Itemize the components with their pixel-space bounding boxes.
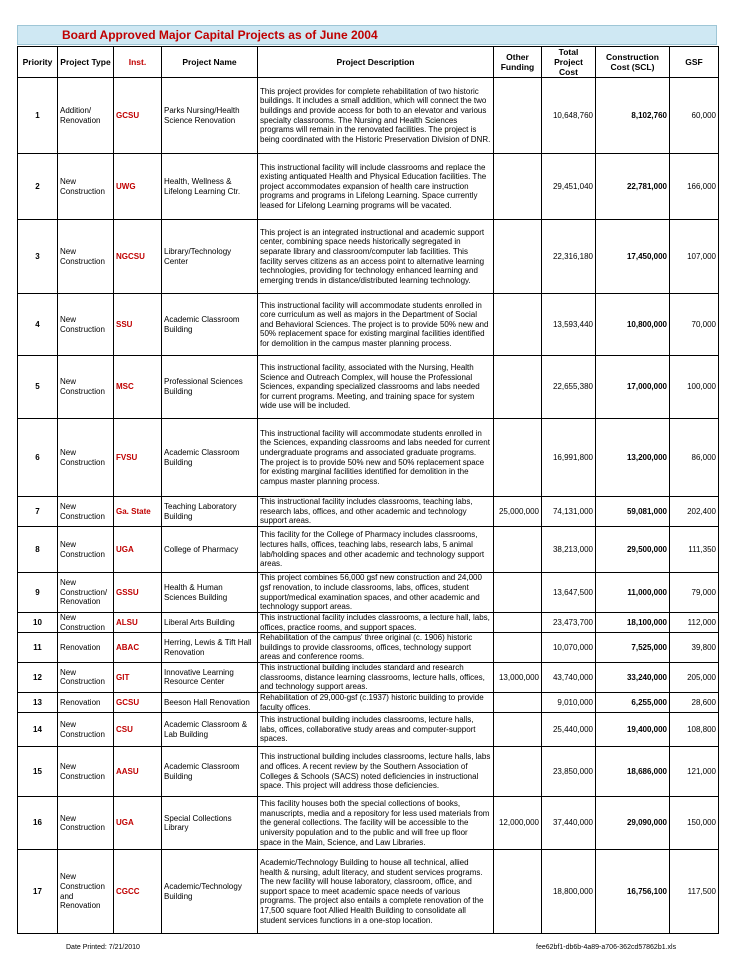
row-project-type: New Construction [58, 497, 114, 527]
table-row [18, 294, 719, 356]
row-institution: AASU [114, 747, 162, 797]
title-bar [17, 25, 717, 45]
row-priority: 2 [18, 154, 58, 220]
row-total-cost: 10,070,000 [542, 633, 596, 663]
row-total-cost: 37,440,000 [542, 797, 596, 850]
row-total-cost: 9,010,000 [542, 692, 596, 712]
row-total-cost: 18,800,000 [542, 850, 596, 934]
row-gsf: 100,000 [670, 356, 719, 419]
table-row [18, 850, 719, 934]
row-construction-cost: 13,200,000 [596, 419, 670, 497]
table-row [18, 662, 719, 692]
row-project-type: New Construction [58, 220, 114, 294]
row-gsf: 28,600 [670, 692, 719, 712]
row-gsf: 150,000 [670, 797, 719, 850]
row-institution: FVSU [114, 419, 162, 497]
row-institution: GCSU [114, 78, 162, 154]
table-row [18, 747, 719, 797]
row-construction-cost: 33,240,000 [596, 662, 670, 692]
row-project-name: Health, Wellness & Lifelong Learning Ctr. [162, 154, 258, 220]
table-row [18, 692, 719, 712]
row-project-name: Liberal Arts Building [162, 613, 258, 633]
row-other-funding [494, 78, 542, 154]
row-project-description: This project combines 56,000 gsf new construction and 24,000 gsf renovation, to include classrooms, labs, offices, student support/medical examination spaces, and other academic and technology support areas. [258, 573, 494, 613]
row-project-description: Academic/Technology Building to house all technical, allied health & nursing, adult literacy, and student services programs. The new facility will house laboratory, classroom, office, and support space to meet academic space needs of various programs. The project also entails a complete renovation of the 17,500 square foot Allied Health Building to consolidate all student services functions in a one-stop location. [258, 850, 494, 934]
row-project-type: New Construction [58, 662, 114, 692]
row-priority: 6 [18, 419, 58, 497]
row-project-description: This instructional building includes standard and research classrooms, distance learning classrooms, lecture halls, offices, and technology support areas. [258, 662, 494, 692]
row-priority: 17 [18, 850, 58, 934]
row-other-funding: 12,000,000 [494, 797, 542, 850]
date-printed: Date Printed: 7/21/2010 [66, 944, 140, 951]
row-total-cost: 43,740,000 [542, 662, 596, 692]
row-project-type: New Construction and Renovation [58, 850, 114, 934]
row-priority: 14 [18, 713, 58, 747]
row-project-name: Teaching Laboratory Building [162, 497, 258, 527]
row-project-type: New Construction [58, 294, 114, 356]
row-priority: 3 [18, 220, 58, 294]
row-project-description: Rehabilitation of 29,000-gsf (c.1937) historic building to provide faculty offices. [258, 692, 494, 712]
row-construction-cost: 11,000,000 [596, 573, 670, 613]
row-other-funding [494, 747, 542, 797]
header-row [18, 47, 719, 78]
col-header-construction-cost: Construction Cost (SCL) [596, 47, 670, 78]
row-project-description: This instructional facility, associated with the Nursing, Health Science and Outreach Complex, will house the Professional Sciences, expanding specialized classrooms and labs needed for current programs. Meeting, and training space for system wide use will be included. [258, 356, 494, 419]
col-header-inst: Inst. [114, 47, 162, 78]
table-row [18, 419, 719, 497]
row-priority: 8 [18, 527, 58, 573]
row-priority: 12 [18, 662, 58, 692]
row-institution: GIT [114, 662, 162, 692]
row-construction-cost: 22,781,000 [596, 154, 670, 220]
row-project-name: Academic Classroom Building [162, 747, 258, 797]
row-project-type: Renovation [58, 692, 114, 712]
row-total-cost: 10,648,760 [542, 78, 596, 154]
row-priority: 10 [18, 613, 58, 633]
row-project-type: New Construction [58, 419, 114, 497]
row-total-cost: 25,440,000 [542, 713, 596, 747]
file-name: fee62bf1-db6b-4a89-a706-362cd57862b1.xls [536, 944, 677, 951]
row-gsf: 107,000 [670, 220, 719, 294]
table-row [18, 527, 719, 573]
row-other-funding [494, 356, 542, 419]
row-gsf: 60,000 [670, 78, 719, 154]
row-construction-cost: 17,000,000 [596, 356, 670, 419]
table-row [18, 797, 719, 850]
row-construction-cost: 18,100,000 [596, 613, 670, 633]
table-body [18, 78, 719, 934]
row-priority: 9 [18, 573, 58, 613]
row-institution: SSU [114, 294, 162, 356]
row-institution: CSU [114, 713, 162, 747]
row-project-type: New Construction [58, 797, 114, 850]
table-row [18, 154, 719, 220]
row-gsf: 79,000 [670, 573, 719, 613]
row-project-description: This instructional building includes classrooms, lecture halls, labs and offices. A recent review by the Southern Association of Colleges & Schools (SACS) noted deficiencies in instructional space. This project will address those deficiencies. [258, 747, 494, 797]
row-project-type: New Construction [58, 356, 114, 419]
row-project-description: This project is an integrated instructional and academic support center, combining space needs historically segregated in separate library and classroom/computer lab facilities. This facility serves citizens as an access point to alternative learning technologies, providing for technology enhanced learning and emerging trends in distance/distributed learning technology. [258, 220, 494, 294]
row-construction-cost: 29,090,000 [596, 797, 670, 850]
row-other-funding [494, 633, 542, 663]
row-project-description: This instructional facility includes classrooms, a lecture hall, labs, offices, practice rooms, and support spaces. [258, 613, 494, 633]
row-priority: 1 [18, 78, 58, 154]
col-header-name: Project Name [162, 47, 258, 78]
row-institution: GCSU [114, 692, 162, 712]
row-project-name: Academic/Technology Building [162, 850, 258, 934]
col-header-total-cost: Total Project Cost [542, 47, 596, 78]
row-institution: GSSU [114, 573, 162, 613]
row-project-type: New Construction/ Renovation [58, 573, 114, 613]
row-gsf: 108,800 [670, 713, 719, 747]
table-row [18, 613, 719, 633]
row-priority: 13 [18, 692, 58, 712]
row-project-name: Academic Classroom Building [162, 419, 258, 497]
row-total-cost: 16,991,800 [542, 419, 596, 497]
row-project-description: This instructional facility will accommodate students enrolled in core curriculum as well as majors in the Department of Social and Behavioral Sciences. The project is to provide 50% new and 50% replacement space for existing marginal facilities identified for demolition in the campus master planning process. [258, 294, 494, 356]
row-gsf: 111,350 [670, 527, 719, 573]
row-other-funding [494, 220, 542, 294]
row-project-type: Renovation [58, 633, 114, 663]
row-total-cost: 29,451,040 [542, 154, 596, 220]
row-project-name: Herring, Lewis & Tift Hall Renovation [162, 633, 258, 663]
row-institution: ALSU [114, 613, 162, 633]
row-construction-cost: 18,686,000 [596, 747, 670, 797]
row-project-type: New Construction [58, 154, 114, 220]
row-other-funding [494, 419, 542, 497]
row-other-funding: 13,000,000 [494, 662, 542, 692]
row-gsf: 121,000 [670, 747, 719, 797]
table-row [18, 633, 719, 663]
row-total-cost: 38,213,000 [542, 527, 596, 573]
row-project-type: New Construction [58, 747, 114, 797]
col-header-type: Project Type [58, 47, 114, 78]
document-title: Board Approved Major Capital Projects as of June 2004 [62, 28, 378, 42]
row-project-type: New Construction [58, 527, 114, 573]
row-other-funding [494, 527, 542, 573]
row-construction-cost: 7,525,000 [596, 633, 670, 663]
row-project-name: Academic Classroom Building [162, 294, 258, 356]
row-project-name: Special Collections Library [162, 797, 258, 850]
row-project-type: New Construction [58, 713, 114, 747]
row-other-funding [494, 154, 542, 220]
row-project-description: This instructional facility will include classrooms and replace the existing antiquated Health and Physical Education facilities. The project accommodates expansion of health care instruction programs and programs in Lifelong Learning. Space currently leased for Lifelong Learning programs will be vacated. [258, 154, 494, 220]
table-row [18, 220, 719, 294]
table-row [18, 78, 719, 154]
row-total-cost: 13,647,500 [542, 573, 596, 613]
table-row [18, 573, 719, 613]
row-priority: 15 [18, 747, 58, 797]
row-project-name: Library/Technology Center [162, 220, 258, 294]
row-other-funding [494, 850, 542, 934]
row-institution: NGCSU [114, 220, 162, 294]
row-project-name: Academic Classroom & Lab Building [162, 713, 258, 747]
row-project-description: This instructional facility will accommodate students enrolled in the Sciences, expanding classrooms and labs needed for current undergraduate programs and associated graduate programs. The project is to provide 50% new and 50% replacement space for existing marginal facilities identified for demolition in the campus master planning process. [258, 419, 494, 497]
col-header-priority: Priority [18, 47, 58, 78]
row-gsf: 166,000 [670, 154, 719, 220]
row-gsf: 112,000 [670, 613, 719, 633]
row-gsf: 39,800 [670, 633, 719, 663]
row-other-funding [494, 573, 542, 613]
row-priority: 16 [18, 797, 58, 850]
row-other-funding [494, 692, 542, 712]
row-project-name: Parks Nursing/Health Science Renovation [162, 78, 258, 154]
row-project-description: Rehabilitation of the campus' three original (c. 1906) historic buildings to provide classrooms, offices, technology support areas and conference rooms. [258, 633, 494, 663]
col-header-gsf: GSF [670, 47, 719, 78]
row-total-cost: 22,655,380 [542, 356, 596, 419]
row-institution: UGA [114, 797, 162, 850]
row-gsf: 86,000 [670, 419, 719, 497]
row-project-description: This instructional building includes classrooms, lecture halls, labs, offices, collaborative study areas and computer-support spaces. [258, 713, 494, 747]
row-construction-cost: 16,756,100 [596, 850, 670, 934]
row-priority: 4 [18, 294, 58, 356]
row-project-name: Innovative Learning Resource Center [162, 662, 258, 692]
row-gsf: 70,000 [670, 294, 719, 356]
row-institution: CGCC [114, 850, 162, 934]
row-gsf: 202,400 [670, 497, 719, 527]
table-row [18, 356, 719, 419]
row-institution: MSC [114, 356, 162, 419]
table-row [18, 497, 719, 527]
row-priority: 11 [18, 633, 58, 663]
row-institution: ABAC [114, 633, 162, 663]
row-priority: 7 [18, 497, 58, 527]
table-row [18, 713, 719, 747]
row-construction-cost: 10,800,000 [596, 294, 670, 356]
row-institution: Ga. State [114, 497, 162, 527]
row-total-cost: 22,316,180 [542, 220, 596, 294]
row-total-cost: 13,593,440 [542, 294, 596, 356]
row-construction-cost: 17,450,000 [596, 220, 670, 294]
row-project-name: Professional Sciences Building [162, 356, 258, 419]
projects-table [17, 46, 719, 934]
row-institution: UWG [114, 154, 162, 220]
row-project-name: College of Pharmacy [162, 527, 258, 573]
row-construction-cost: 29,500,000 [596, 527, 670, 573]
row-other-funding [494, 294, 542, 356]
col-header-other-funding: Other Funding [494, 47, 542, 78]
row-project-name: Health & Human Sciences Building [162, 573, 258, 613]
row-other-funding [494, 613, 542, 633]
row-gsf: 205,000 [670, 662, 719, 692]
row-gsf: 117,500 [670, 850, 719, 934]
row-project-type: Addition/ Renovation [58, 78, 114, 154]
row-project-type: New Construction [58, 613, 114, 633]
row-construction-cost: 8,102,760 [596, 78, 670, 154]
row-project-name: Beeson Hall Renovation [162, 692, 258, 712]
row-project-description: This facility houses both the special collections of books, manuscripts, media and a repository for less used materials from the general collections. The facility will be accessible to the university population and to the public and will free up floor space in the Main, Science, and Law Libraries. [258, 797, 494, 850]
row-total-cost: 74,131,000 [542, 497, 596, 527]
row-total-cost: 23,850,000 [542, 747, 596, 797]
col-header-desc: Project Description [258, 47, 494, 78]
row-total-cost: 23,473,700 [542, 613, 596, 633]
row-priority: 5 [18, 356, 58, 419]
row-construction-cost: 59,081,000 [596, 497, 670, 527]
row-institution: UGA [114, 527, 162, 573]
row-other-funding [494, 713, 542, 747]
row-project-description: This instructional facility includes classrooms, teaching labs, research labs, offices, and other academic and technology support areas. [258, 497, 494, 527]
row-construction-cost: 6,255,000 [596, 692, 670, 712]
row-construction-cost: 19,400,000 [596, 713, 670, 747]
row-other-funding: 25,000,000 [494, 497, 542, 527]
row-project-description: This project provides for complete rehabilitation of two historic buildings. It includes a small addition, which will connect the two buildings and provide access for both to an elevator and various specialty classrooms. The Nursing and Health Sciences programs will remain in the renovated facilities. The project is being coordinated with the Historic Preservation Division of DNR. [258, 78, 494, 154]
row-project-description: This facility for the College of Pharmacy includes classrooms, lectures halls, offices, teaching labs, research labs, 5 animal lab/holding spaces and other academic and technology support areas. [258, 527, 494, 573]
